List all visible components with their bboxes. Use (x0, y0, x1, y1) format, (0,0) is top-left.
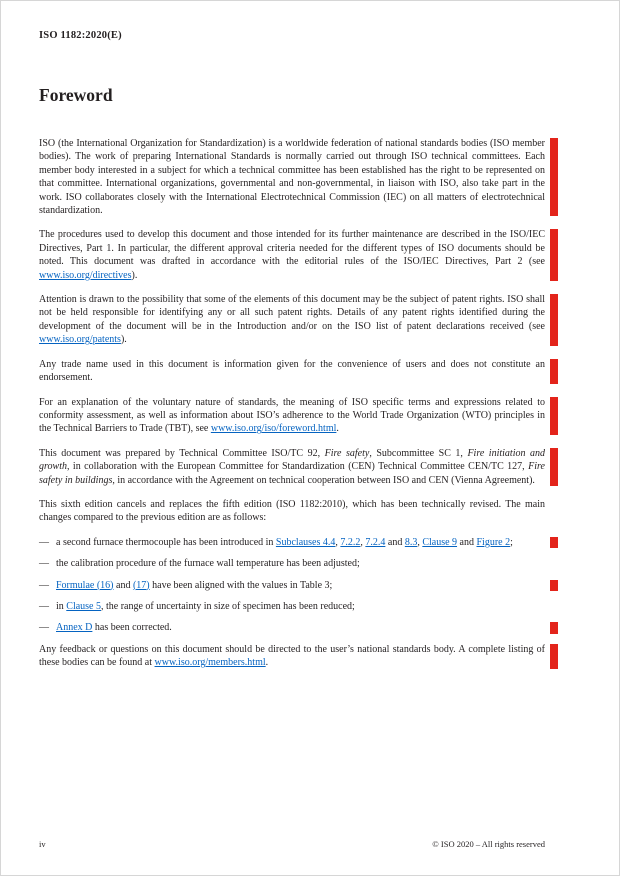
change-marker (550, 622, 558, 633)
change-marker (550, 644, 558, 669)
hyperlink[interactable]: Clause 5 (66, 600, 101, 612)
list-item (39, 557, 545, 570)
paragraph (39, 137, 545, 217)
text-run: , Subcommittee SC 1, (369, 447, 468, 459)
text-run: Any trade name used in this document is information given for the convenience of users and does not constitute an endorsement. (39, 358, 545, 384)
text-run: and (385, 536, 405, 548)
paragraph (39, 358, 545, 385)
paragraph (39, 498, 545, 525)
bullet-dash: — (39, 579, 49, 591)
hyperlink[interactable]: (17) (132, 579, 150, 591)
bullet-dash: — (39, 558, 49, 570)
text-run: , in accordance with the Agreement on technical cooperation between ISO and CEN (Vienna Agreement). (112, 474, 535, 486)
change-marker (550, 229, 558, 281)
paragraph (39, 447, 545, 487)
change-marker (550, 294, 558, 346)
hyperlink[interactable]: www.iso.org/directives (39, 269, 132, 281)
hyperlink[interactable]: 7.2.4 (365, 536, 386, 548)
text-run: have been aligned with the values in Table 3; (149, 579, 333, 591)
text-run: in (56, 600, 67, 612)
italic-text: Fire safety in buildings (39, 461, 545, 486)
text-run: a second furnace thermocouple has been introduced in (56, 536, 276, 548)
hyperlink[interactable]: www.iso.org/patents (39, 334, 121, 346)
copyright-notice: © ISO 2020 – All rights reserved (432, 839, 545, 849)
paragraph (39, 396, 545, 436)
hyperlink[interactable]: Subclauses 4.4 (275, 536, 336, 548)
text-run: has been corrected. (92, 622, 172, 634)
text-run: , (417, 536, 423, 548)
bullet-dash: — (39, 600, 49, 612)
text-run: ; (510, 536, 513, 548)
text-run: For an explanation of the voluntary nature of standards, the meaning of ISO specific terms and expressions related to conformity assessment, as well as information about ISO’s adherence to the World Trade Organization (WTO) principles in the Technical Barriers to Trade (TBT), see (39, 396, 545, 435)
text-run: . (265, 657, 269, 669)
change-marker (550, 138, 558, 216)
text-run: This sixth edition cancels and replaces the fifth edition (ISO 1182:2010), which has been technically revised. The main changes compared to the previous edition are as follows: (39, 498, 545, 524)
hyperlink[interactable]: Clause 9 (422, 536, 458, 548)
hyperlink[interactable]: Annex D (56, 622, 93, 634)
text-run: The procedures used to develop this document and those intended for its further maintenance are described in the ISO/IEC Directives, Part 1. In particular, the different approval criteria needed for the different types of ISO documents should be noted. This document was drafted in accordance with the editorial rules of the ISO/IEC Directives, Part 2 (see (39, 229, 545, 268)
text-run: Attention is drawn to the possibility that some of the elements of this document may be the subject of patent rights. ISO shall not be held responsible for identifying any or all such patent rights. Details of any patent rights identified during the development of the document will be in the Introduction and/or on the ISO list of patent declarations received (see (39, 294, 545, 332)
change-marker (550, 448, 558, 486)
change-marker (550, 359, 558, 384)
bullet-dash: — (39, 622, 49, 634)
page-footer (39, 839, 545, 849)
text-run: ). (131, 269, 138, 281)
text-run: the calibration procedure of the furnace wall temperature has been adjusted; (56, 558, 360, 570)
change-marker (550, 537, 558, 548)
change-marker (550, 580, 558, 591)
text-run: and (113, 579, 133, 591)
hyperlink[interactable]: 7.2.2 (340, 536, 361, 548)
hyperlink[interactable]: www.iso.org/members.html (154, 657, 266, 669)
text-run: This document was prepared by Technical Committee ISO/TC 92, (39, 447, 325, 459)
bullet-dash: — (39, 536, 49, 548)
hyperlink[interactable]: Formulae (16) (56, 579, 114, 591)
list-item (39, 536, 545, 549)
page-number: iv (39, 839, 46, 849)
italic-text: Fire safety (324, 447, 370, 459)
text-run: ). (120, 334, 127, 346)
text-run: , (335, 536, 341, 548)
text-run: ISO (the International Organization for Standardization) is a worldwide federation of national standards bodies (ISO member bodies). The work of preparing International Standards is normally carried out through ISO technical committees. Each member body interested in a subject for which a technical committee has been established has the right to be represented on that committee. International organizations, governmental and non-governmental, in liaison with ISO, also take part in the work. ISO collaborates closely with the International Electrotechnical Commission (IEC) on all matters of electrotechnical standardization. (39, 138, 545, 217)
text-run: , in collaboration with the European Committee for Standardization (CEN) Technical Committee CEN/TC 127, (66, 461, 529, 473)
page-title: Foreword (39, 85, 113, 105)
hyperlink[interactable]: 8.3 (404, 536, 418, 548)
text-run: . (336, 423, 339, 435)
text-run: Any feedback or questions on this document should be directed to the user’s national standards body. A complete listing of these bodies can be found at (39, 643, 545, 669)
list-item (39, 621, 545, 634)
paragraph (39, 643, 545, 670)
text-run: , the range of uncertainty in size of specimen has been reduced; (101, 600, 355, 612)
page-body (39, 85, 545, 681)
list-item (39, 579, 545, 592)
list-item (39, 600, 545, 613)
hyperlink[interactable]: www.iso.org/iso/foreword.html (210, 423, 337, 435)
content (39, 137, 545, 670)
hyperlink[interactable]: Figure 2 (476, 536, 511, 548)
italic-text: Fire initiation and growth (39, 447, 546, 473)
change-marker (550, 397, 558, 435)
text-run: and (457, 536, 477, 548)
document-number: ISO 1182:2020(E) (39, 30, 122, 41)
text-run: , (360, 536, 366, 548)
paragraph (39, 228, 545, 282)
paragraph (39, 293, 545, 347)
